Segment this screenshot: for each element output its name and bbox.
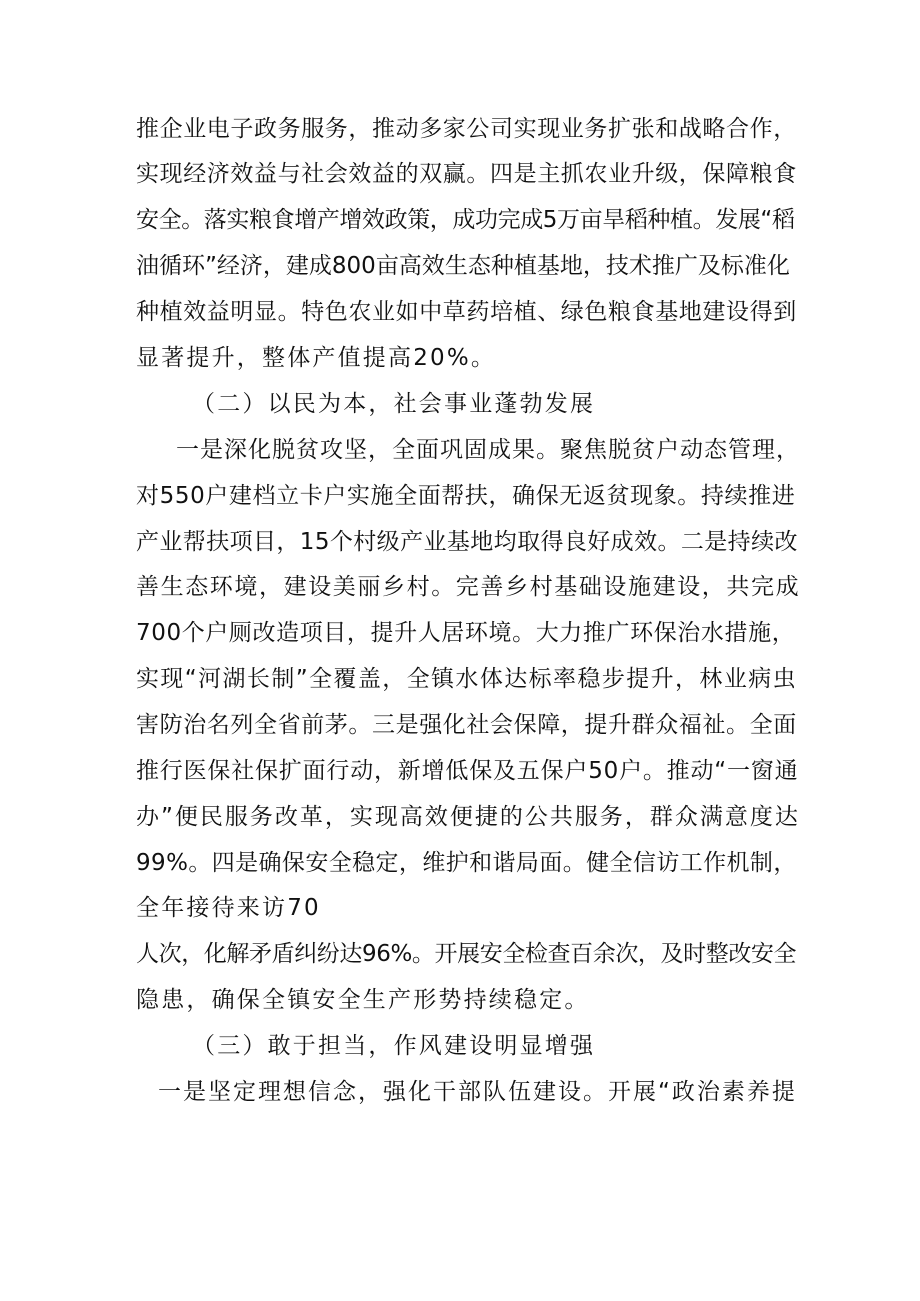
text-line: 对550户建档立卡户实施全面帮扶，确保无返贫现象。持续推进 (136, 483, 796, 509)
text-line: 害防治名列全省前茅。三是强化社会保障，提升群众福祉。全面 (136, 712, 797, 738)
text-line: 700个户厕改造项目，提升人居环境。大力推广环保治水措施， (136, 620, 796, 646)
text-line: 隐患，确保全镇安全生产形势持续稳定。 (136, 987, 590, 1013)
text-line: 一是坚定理想信念，强化干部队伍建设。开展“政治素养提 (158, 1079, 797, 1105)
text-line: 99%。四是确保安全稳定，维护和谐局面。健全信访工作机制， (136, 850, 797, 876)
text-line: 油循环”经济，建成800亩高效生态种植基地，技术推广及标准化 (136, 253, 790, 279)
text-line: 显著提升，整体产值提高20%。 (136, 345, 497, 371)
text-line: 推企业电子政务服务，推动多家公司实现业务扩张和战略合作， (136, 116, 797, 142)
text-line: 安全。落实粮食增产增效政策，成功完成5万亩旱稻种植。发展“稻 (136, 207, 795, 233)
text-line: 全年接待来访70 (136, 895, 321, 921)
text-line: 产业帮扶项目，15个村级产业基地均取得良好成效。二是持续改 (136, 529, 798, 555)
text-line: 一是深化脱贫攻坚，全面巩固成果。聚焦脱贫户动态管理， (176, 437, 800, 463)
text-line: 实现经济效益与社会效益的双赢。四是主抓农业升级，保障粮食 (136, 161, 797, 187)
text-line: 种植效益明显。特色农业如中草药培植、绿色粮食基地建设得到 (136, 299, 797, 325)
text-line: 实现“河湖长制”全覆盖，全镇水体达标率稳步提升，林业病虫 (136, 666, 798, 692)
text-line: 推行医保社保扩面行动，新增低保及五保户50户。推动“一窗通 (136, 758, 799, 784)
section-heading: （二）以民为本，社会事业蓬勃发展 (192, 391, 596, 417)
text-line: 办”便民服务改革，实现高效便捷的公共服务，群众满意度达 (136, 804, 800, 830)
section-heading: （三）敢于担当，作风建设明显增强 (192, 1033, 596, 1059)
text-line: 人次，化解矛盾纠纷达96%。开展安全检查百余次，及时整改安全 (136, 941, 797, 967)
text-line: 善生态环境，建设美丽乡村。完善乡村基础设施建设，共完成 (136, 574, 801, 600)
